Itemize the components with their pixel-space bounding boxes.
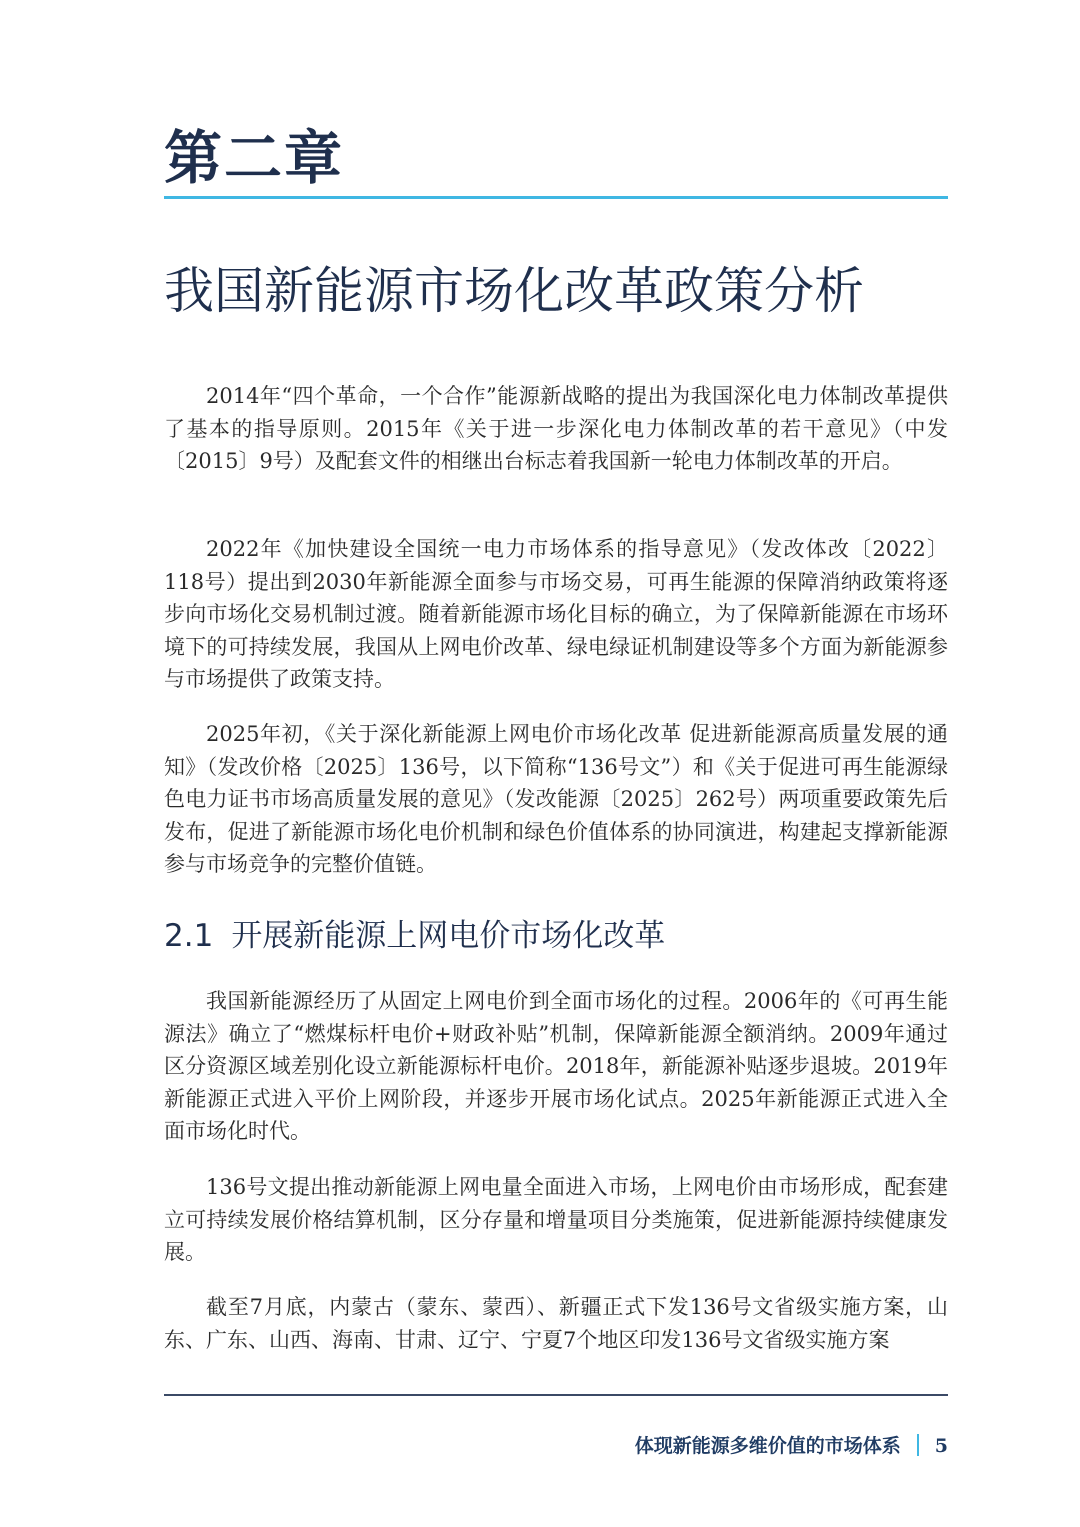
- footer-divider: [164, 1394, 948, 1396]
- footer-separator: [917, 1434, 919, 1456]
- body-paragraph-3: 2025年初，《关于深化新能源上网电价市场化改革 促进新能源高质量发展的通知》（发改价格〔2025〕136号，以下简称“136号文”）和《关于促进可再生能源绿色电力证书市场高质量发展的意见》（发改能源〔2025〕262号）两项重要政策先后发布，促进了新能源市场化电价机制和绿色价值体系的协同演进，构建起支撑新能源参与市场竞争的完整价值链。: [164, 722, 948, 877]
- page-footer: [635, 1430, 948, 1462]
- section-title: 开展新能源上网电价市场化改革: [231, 918, 666, 954]
- section-heading: [164, 910, 665, 962]
- section-paragraph-3: 截至7月底，内蒙古（蒙东、蒙西）、新疆正式下发136号文省级实施方案，山东、广东、山西、海南、甘肃、辽宁、宁夏7个地区印发136号文省级实施方案: [164, 1295, 948, 1352]
- chapter-divider: [164, 196, 948, 199]
- section-paragraph-2: 136号文提出推动新能源上网电量全面进入市场，上网电价由市场形成，配套建立可持续发展价格结算机制，区分存量和增量项目分类施策，促进新能源持续健康发展。: [164, 1175, 948, 1265]
- body-paragraph-2: 2022年《加快建设全国统一电力市场体系的指导意见》（发改体改〔2022〕118号）提出到2030年新能源全面参与市场交易，可再生能源的保障消纳政策将逐步向市场化交易机制过渡。随着新能源市场化目标的确立，为了保障新能源在市场环境下的可持续发展，我国从上网电价改革、绿电绿证机制建设等多个方面为新能源参与市场提供了政策支持。: [164, 537, 948, 692]
- page-number: 5: [934, 1435, 948, 1457]
- chapter-heading: 第二章: [164, 124, 345, 192]
- section-number: 2.1: [164, 918, 214, 954]
- page-title: 我国新能源市场化改革政策分析: [164, 262, 864, 320]
- footer-doc-title: 体现新能源多维价值的市场体系: [634, 1435, 901, 1457]
- body-paragraph-1: 2014年“四个革命，一个合作”能源新战略的提出为我国深化电力体制改革提供了基本的指导原则。2015年《关于进一步深化电力体制改革的若干意见》（中发〔2015〕9号）及配套文件的相继出台标志着我国新一轮电力体制改革的开启。: [164, 384, 948, 474]
- section-paragraph-1: 我国新能源经历了从固定上网电价到全面市场化的过程。2006年的《可再生能源法》确立了“燃煤标杆电价+财政补贴”机制，保障新能源全额消纳。2009年通过区分资源区域差别化设立新能源标杆电价。2018年，新能源补贴逐步退坡。2019年新能源正式进入平价上网阶段，并逐步开展市场化试点。2025年新能源正式进入全面市场化时代。: [164, 989, 948, 1144]
